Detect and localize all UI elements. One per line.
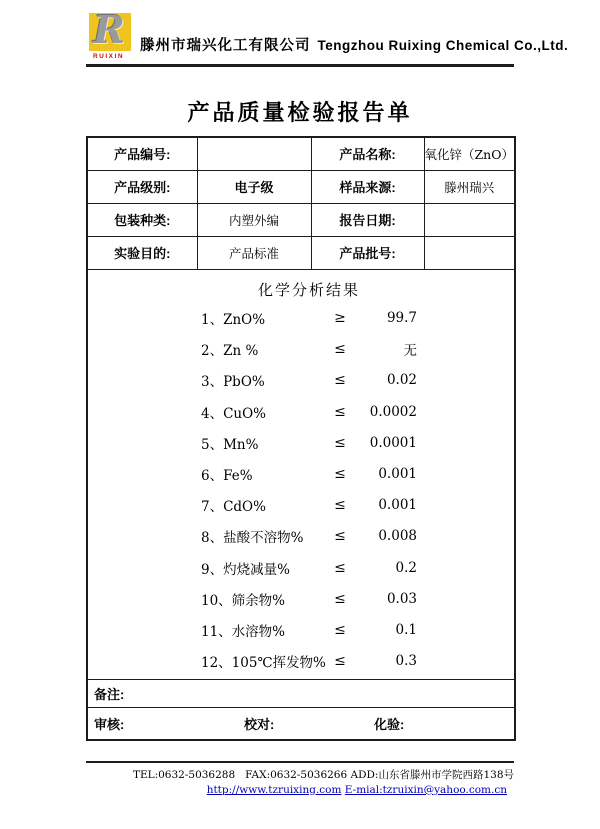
relation-symbol: ≤ [334,497,346,514]
report-date-label: 报告日期: [311,203,424,236]
product-code-label: 产品编号: [87,137,197,170]
analysis-row-water-soluble [88,614,514,645]
analysis-item: 7、CdO% [201,499,266,516]
analysis-value: 0.001 [378,466,417,483]
website-link[interactable]: http://www.tzruixing.com [206,784,342,796]
batch-number-value [424,236,515,269]
sample-source-label: 样品来源: [311,170,424,203]
footer-contact-line: TEL:0632-5036288 FAX:0632-5036266 ADD:山东省滕州市学院西路138号 [132,769,514,781]
batch-number-label: 产品批号: [311,236,424,269]
analysis-row-pbo [88,365,514,396]
company-name-chinese: 滕州市瑞兴化工有限公司 [140,38,311,54]
page-title: 产品质量检验报告单 [187,100,413,125]
analysis-value: 无 [403,343,417,360]
report-content [86,7,569,796]
table-row [87,707,515,740]
analysis-value: 0.02 [386,372,417,389]
test-purpose-value: 产品标准 [197,236,311,269]
table-row [87,170,515,203]
proofreader-label: 校对: [244,716,275,732]
signoff-labels [94,714,514,733]
relation-symbol: ≥ [334,310,346,327]
analysis-value: 0.008 [378,528,417,545]
analysis-value: 0.2 [395,559,417,576]
table-row [87,236,515,269]
analysis-row-zn [88,334,514,365]
signoff-row [87,707,515,740]
relation-symbol: ≤ [334,372,346,389]
analysis-item: 11、水溶物% [201,623,286,640]
analysis-row-ignition-loss [88,552,514,583]
product-grade-label: 产品级别: [87,170,197,203]
packing-type-value: 内塑外编 [197,203,311,236]
chemical-analysis-section [87,269,515,679]
test-purpose-label: 实验目的: [87,236,197,269]
analysis-value: 0.03 [386,590,417,607]
analysis-row-cuo [88,396,514,427]
analysis-item: 4、CuO% [201,405,267,422]
analysis-item: 2、Zn % [201,343,259,360]
product-code-value [197,137,311,170]
table-row [87,269,515,679]
analysis-value: 0.0001 [369,434,417,451]
company-name-english: Tengzhou Ruixing Chemical Co.,Ltd. [317,38,569,53]
analysis-row-sieve-residue [88,583,514,614]
product-name-value: 氧化锌（ZnO） [424,137,515,170]
relation-symbol: ≤ [334,590,346,607]
report-date-value [424,203,515,236]
company-names [140,34,568,61]
relation-symbol: ≤ [334,403,346,420]
packing-type-label: 包装种类: [87,203,197,236]
relation-symbol: ≤ [334,434,346,451]
table-row [87,137,515,170]
analysis-item: 8、盐酸不溶物% [201,530,304,547]
analysis-value: 99.7 [386,310,417,327]
relation-symbol: ≤ [334,621,346,638]
table-row [87,203,515,236]
analysis-row-mn [88,427,514,458]
analysis-row-cdo [88,490,514,521]
product-grade-value: 电子级 [197,170,311,203]
analysis-item: 5、Mn% [201,436,259,453]
assayer-label: 化验: [374,716,405,732]
ruixin-logo [86,7,131,61]
analysis-value: 0.1 [395,621,417,638]
analysis-value: 0.3 [395,653,417,670]
analysis-value: 0.001 [378,497,417,514]
analysis-row-hcl-insoluble [88,521,514,552]
sample-source-value: 滕州瑞兴 [424,170,515,203]
analysis-item: 1、ZnO% [201,312,266,329]
table-row [87,679,515,707]
analysis-item: 3、PbO% [201,374,265,391]
analysis-item: 12、105℃挥发物% [201,655,326,672]
analysis-item: 6、Fe% [201,468,253,485]
reviewer-label: 审核: [94,716,125,732]
logo-r-icon: R [93,7,125,52]
analysis-item: 10、筛余物% [201,592,286,609]
analysis-row-fe [88,458,514,489]
email-link[interactable]: E-mial:tzruixin@yahoo.com.cn [344,784,507,796]
analysis-value: 0.0002 [369,403,417,420]
relation-symbol: ≤ [334,559,346,576]
remarks-label: 备注: [87,679,515,707]
relation-symbol: ≤ [334,653,346,670]
company-header [86,7,569,67]
analysis-row-zno [88,303,514,334]
relation-symbol: ≤ [334,528,346,545]
relation-symbol: ≤ [334,341,346,358]
product-name-label: 产品名称: [311,137,424,170]
footer-divider [86,761,514,763]
footer-links-line [86,784,514,796]
report-table [86,136,516,741]
logo-brand-text: RUIXIN [92,53,125,60]
relation-symbol: ≤ [334,466,346,483]
chemical-analysis-heading: 化学分析结果 [257,280,360,299]
analysis-item: 9、灼烧减量% [201,561,290,578]
analysis-row-volatiles-105c [88,646,514,677]
